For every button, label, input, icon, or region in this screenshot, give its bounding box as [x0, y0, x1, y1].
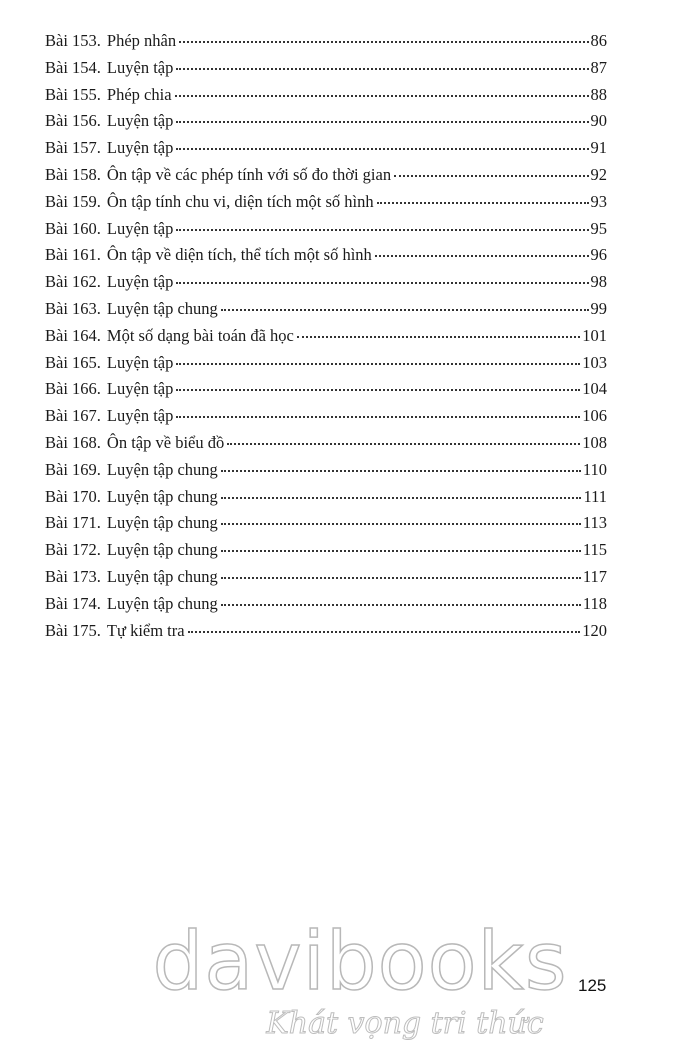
lesson-number: Bài 153. — [45, 31, 101, 50]
lesson-title: Luyện tập chung — [106, 513, 218, 533]
toc-row — [45, 621, 607, 648]
lesson-number: Bài 165. — [45, 352, 101, 372]
dot-leader — [221, 603, 581, 606]
lesson-number: Bài 164. — [45, 325, 101, 345]
lesson-number: Bài 155. — [45, 84, 101, 104]
lesson-title: Ôn tập về các phép tính với số đo thời gian — [106, 164, 392, 184]
lesson-page: 111 — [583, 486, 607, 506]
lesson-page: 90 — [590, 111, 607, 131]
dot-leader — [394, 174, 588, 177]
lesson-number: Bài 158. — [45, 164, 101, 184]
toc-row — [45, 192, 607, 219]
lesson-number: Bài 169. — [45, 459, 101, 479]
dot-leader — [377, 201, 589, 204]
lesson-title: Luyện tập chung — [106, 486, 218, 506]
lesson-page: 118 — [582, 593, 607, 613]
lesson-page: 95 — [590, 218, 607, 238]
dot-leader — [175, 94, 589, 97]
lesson-page: 99 — [590, 298, 607, 318]
lesson-page: 117 — [582, 566, 607, 586]
dot-leader — [221, 496, 582, 499]
lesson-title: Luyện tập chung — [106, 593, 218, 613]
lesson-page: 104 — [582, 379, 607, 399]
dot-leader — [297, 335, 580, 338]
dot-leader — [176, 362, 580, 365]
lesson-number: Bài 159. — [45, 191, 101, 211]
lesson-title: Luyện tập — [106, 406, 174, 426]
toc-row — [45, 272, 607, 299]
lesson-page: 101 — [582, 325, 607, 345]
dot-leader — [179, 40, 588, 43]
dot-leader — [221, 522, 581, 525]
lesson-title: Ôn tập tính chu vi, diện tích một số hình — [106, 191, 374, 211]
toc-row — [45, 299, 607, 326]
lesson-page: 87 — [590, 57, 607, 77]
watermark-slogan: Khát vọng tri thức — [266, 1006, 544, 1041]
lesson-number: Bài 173. — [45, 566, 101, 586]
watermark-brand: davibooks — [152, 915, 568, 1008]
toc-row — [45, 85, 607, 112]
lesson-number: Bài 167. — [45, 406, 101, 426]
dot-leader — [221, 576, 581, 579]
lesson-number: Bài 162. — [45, 272, 101, 292]
dot-leader — [188, 630, 581, 633]
lesson-title: Phép chia — [106, 84, 172, 104]
lesson-title: Luyện tập — [106, 57, 174, 77]
lesson-title: Luyện tập — [106, 111, 174, 131]
toc-row — [45, 245, 607, 272]
lesson-title: Luyện tập chung — [106, 566, 218, 586]
lesson-number: Bài 175. — [45, 620, 101, 640]
lesson-number: Bài 163. — [45, 298, 101, 318]
toc-row — [45, 58, 607, 85]
lesson-number: Bài 157. — [45, 138, 101, 158]
lesson-number: Bài 160. — [45, 218, 101, 238]
dot-leader — [176, 67, 588, 70]
dot-leader — [176, 147, 588, 150]
lesson-page: 88 — [590, 84, 607, 104]
lesson-page: 103 — [582, 352, 607, 372]
lesson-title: Luyện tập — [106, 272, 174, 292]
lesson-number: Bài 154. — [45, 57, 101, 77]
lesson-number: Bài 170. — [45, 486, 101, 506]
toc-row — [45, 433, 607, 460]
lesson-number: Bài 174. — [45, 593, 101, 613]
watermark — [150, 915, 570, 1041]
toc-row — [45, 513, 607, 540]
dot-leader — [176, 228, 588, 231]
lesson-title: Tự kiểm tra — [106, 620, 185, 640]
lesson-title: Luyện tập — [106, 379, 174, 399]
lesson-title: Luyện tập chung — [106, 459, 218, 479]
lesson-title: Ôn tập về biểu đồ — [106, 432, 225, 452]
toc-row — [45, 406, 607, 433]
toc-row — [45, 219, 607, 246]
lesson-title: Luyện tập chung — [106, 298, 218, 318]
toc-row — [45, 594, 607, 621]
lesson-page: 93 — [590, 191, 607, 211]
lesson-number: Bài 166. — [45, 379, 101, 399]
dot-leader — [176, 415, 580, 418]
toc-row — [45, 567, 607, 594]
lesson-title: Luyện tập chung — [106, 540, 218, 560]
lesson-number: Bài 168. — [45, 432, 101, 452]
lesson-number: Bài 156. — [45, 111, 101, 131]
lesson-title: Luyện tập — [106, 138, 174, 158]
toc-row — [45, 165, 607, 192]
dot-leader — [375, 254, 589, 257]
dot-leader — [176, 120, 588, 123]
lesson-title: Phép nhân — [106, 31, 177, 50]
toc-row — [45, 460, 607, 487]
toc-row — [45, 326, 607, 353]
lesson-page: 115 — [582, 540, 607, 560]
lesson-page: 98 — [590, 272, 607, 292]
dot-leader — [221, 549, 581, 552]
lesson-page: 120 — [582, 620, 607, 640]
lesson-number: Bài 172. — [45, 540, 101, 560]
toc-row — [45, 353, 607, 380]
lesson-title: Luyện tập — [106, 352, 174, 372]
lesson-number: Bài 161. — [45, 245, 101, 265]
toc-row — [45, 487, 607, 514]
lesson-page: 91 — [590, 138, 607, 158]
lesson-page: 92 — [590, 164, 607, 184]
table-of-contents — [45, 31, 607, 647]
dot-leader — [221, 469, 581, 472]
lesson-title: Ôn tập về diện tích, thể tích một số hình — [106, 245, 372, 265]
dot-leader — [221, 308, 589, 311]
lesson-page: 86 — [590, 31, 607, 50]
lesson-page: 113 — [582, 513, 607, 533]
lesson-page: 110 — [582, 459, 607, 479]
dot-leader — [176, 281, 588, 284]
dot-leader — [227, 442, 580, 445]
page-number: 125 — [578, 976, 607, 995]
lesson-page: 108 — [582, 432, 607, 452]
lesson-page: 96 — [590, 245, 607, 265]
lesson-number: Bài 171. — [45, 513, 101, 533]
lesson-title: Luyện tập — [106, 218, 174, 238]
toc-row — [45, 379, 607, 406]
toc-row — [45, 31, 607, 58]
toc-row — [45, 540, 607, 567]
lesson-title: Một số dạng bài toán đã học — [106, 325, 294, 345]
toc-row — [45, 138, 607, 165]
lesson-page: 106 — [582, 406, 607, 426]
dot-leader — [176, 388, 580, 391]
toc-row — [45, 111, 607, 138]
